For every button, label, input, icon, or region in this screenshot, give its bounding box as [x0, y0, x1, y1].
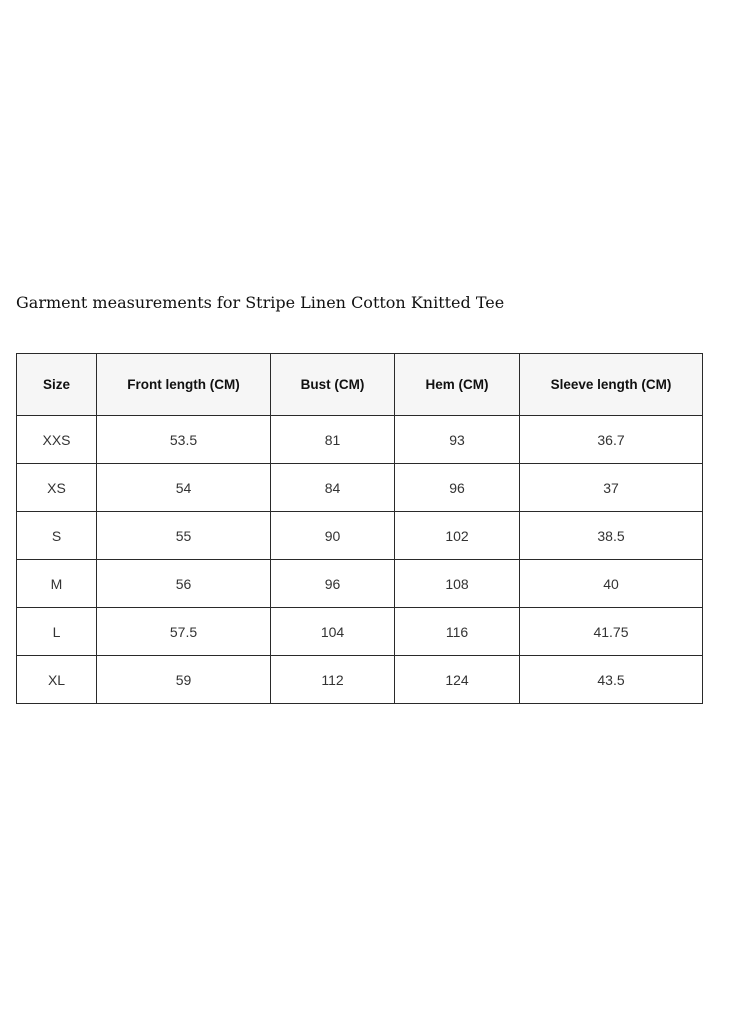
header-front-length: Front length (CM)	[97, 354, 271, 416]
cell-bust: 81	[271, 416, 395, 464]
table-row	[17, 416, 703, 464]
cell-sleeve-length: 43.5	[520, 656, 703, 704]
cell-bust: 96	[271, 560, 395, 608]
cell-size: XL	[17, 656, 97, 704]
cell-size: S	[17, 512, 97, 560]
cell-front-length: 54	[97, 464, 271, 512]
cell-hem: 93	[395, 416, 520, 464]
cell-front-length: 53.5	[97, 416, 271, 464]
table-row	[17, 560, 703, 608]
table-row	[17, 656, 703, 704]
cell-front-length: 57.5	[97, 608, 271, 656]
table-row	[17, 608, 703, 656]
cell-bust: 112	[271, 656, 395, 704]
cell-hem: 124	[395, 656, 520, 704]
cell-sleeve-length: 41.75	[520, 608, 703, 656]
cell-hem: 116	[395, 608, 520, 656]
cell-sleeve-length: 37	[520, 464, 703, 512]
cell-bust: 90	[271, 512, 395, 560]
cell-hem: 96	[395, 464, 520, 512]
header-size: Size	[17, 354, 97, 416]
cell-size: XS	[17, 464, 97, 512]
measurements-table	[16, 353, 703, 704]
cell-sleeve-length: 40	[520, 560, 703, 608]
page-title: Garment measurements for Stripe Linen Cotton Knitted Tee	[16, 293, 505, 312]
cell-bust: 84	[271, 464, 395, 512]
cell-sleeve-length: 36.7	[520, 416, 703, 464]
header-bust: Bust (CM)	[271, 354, 395, 416]
table-header-row	[17, 354, 703, 416]
cell-sleeve-length: 38.5	[520, 512, 703, 560]
cell-size: L	[17, 608, 97, 656]
cell-hem: 102	[395, 512, 520, 560]
cell-bust: 104	[271, 608, 395, 656]
cell-front-length: 59	[97, 656, 271, 704]
cell-hem: 108	[395, 560, 520, 608]
table-row	[17, 512, 703, 560]
header-sleeve-length: Sleeve length (CM)	[520, 354, 703, 416]
cell-size: M	[17, 560, 97, 608]
cell-front-length: 56	[97, 560, 271, 608]
table-row	[17, 464, 703, 512]
header-hem: Hem (CM)	[395, 354, 520, 416]
cell-front-length: 55	[97, 512, 271, 560]
cell-size: XXS	[17, 416, 97, 464]
